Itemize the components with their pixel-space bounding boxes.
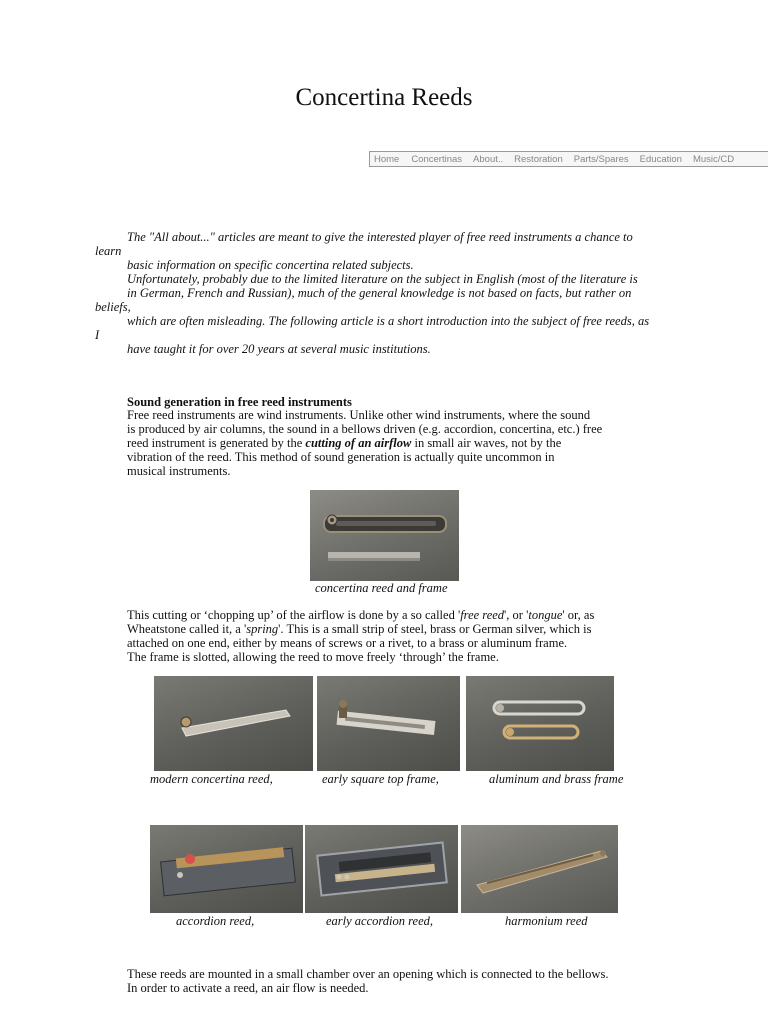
nav-item-concertinas[interactable]: Concertinas <box>411 153 463 165</box>
intro-line: basic information on specific concertina related subjects. <box>127 258 414 272</box>
nav-bar <box>369 151 768 167</box>
body-line: musical instruments. <box>127 464 231 478</box>
body-line: reed instrument is generated by the cutting of an airflow in small air waves, not by the <box>127 436 562 450</box>
intro-line: beliefs, <box>95 300 131 314</box>
body-line: attached on one end, either by means of screws or a rivet, to a brass or aluminum frame. <box>127 636 568 650</box>
early-accordion-reed-photo <box>305 825 458 913</box>
nav-item-home[interactable]: Home <box>374 153 400 165</box>
intro-line: learn <box>95 244 122 258</box>
body-line: vibration of the reed. This method of sound generation is actually quite uncommon in <box>127 450 555 464</box>
intro-line: have taught it for over 20 years at several music institutions. <box>127 342 431 356</box>
modern-concertina-reed-photo <box>154 676 313 771</box>
intro-line: The "All about..." articles are meant to give the interested player of free reed instruments a chance to <box>127 230 633 244</box>
nav-item-about[interactable]: About.. <box>473 153 504 165</box>
figure-caption: concertina reed and frame <box>315 581 448 595</box>
photo-caption: accordion reed, <box>176 914 255 928</box>
nav-item-parts-spares[interactable]: Parts/Spares <box>573 153 629 165</box>
body-line: This cutting or ‘chopping up’ of the airflow is done by a so called 'free reed', or 'tongue' or, as <box>127 608 595 622</box>
body-line: Free reed instruments are wind instruments. Unlike other wind instruments, where the sound <box>127 408 591 422</box>
accordion-reed-photo <box>150 825 303 913</box>
nav-item-restoration[interactable]: Restoration <box>514 153 563 165</box>
body-line: is produced by air columns, the sound in a bellows driven (e.g. accordion, concertina, etc.) free <box>127 422 603 436</box>
harmonium-reed-photo <box>461 825 618 913</box>
photo-caption: early accordion reed, <box>326 914 434 928</box>
photo-caption: early square top frame, <box>322 772 439 786</box>
body-line: The frame is slotted, allowing the reed to move freely ‘through’ the frame. <box>127 650 499 664</box>
body-line: In order to activate a reed, an air flow is needed. <box>127 981 369 995</box>
body-line: Wheatstone called it, a 'spring'. This is a small strip of steel, brass or German silver, which is <box>127 622 592 636</box>
page-title: Concertina Reeds <box>295 84 473 111</box>
photo-caption: modern concertina reed, <box>150 772 273 786</box>
photo-caption: aluminum and brass frame <box>489 772 624 786</box>
aluminum-and-brass-frame-photo <box>466 676 614 771</box>
early-square-top-frame-photo <box>317 676 460 771</box>
section-heading: Sound generation in free reed instruments <box>127 395 352 409</box>
intro-line: in German, French and Russian), much of the general knowledge is not based on facts, but rather on <box>127 286 632 300</box>
intro-line: which are often misleading. The following article is a short introduction into the subject of free reeds, as <box>127 314 650 328</box>
intro-line: Unfortunately, probably due to the limited literature on the subject in English (most of the literature is <box>127 272 638 286</box>
body-line: These reeds are mounted in a small chamber over an opening which is connected to the bellows. <box>127 967 609 981</box>
concertina-reed-photo <box>310 490 459 581</box>
nav-item-music-cd[interactable]: Music/CD <box>692 153 735 165</box>
nav-item-education[interactable]: Education <box>639 153 682 165</box>
intro-line: I <box>95 328 100 342</box>
photo-caption: harmonium reed <box>505 914 588 928</box>
